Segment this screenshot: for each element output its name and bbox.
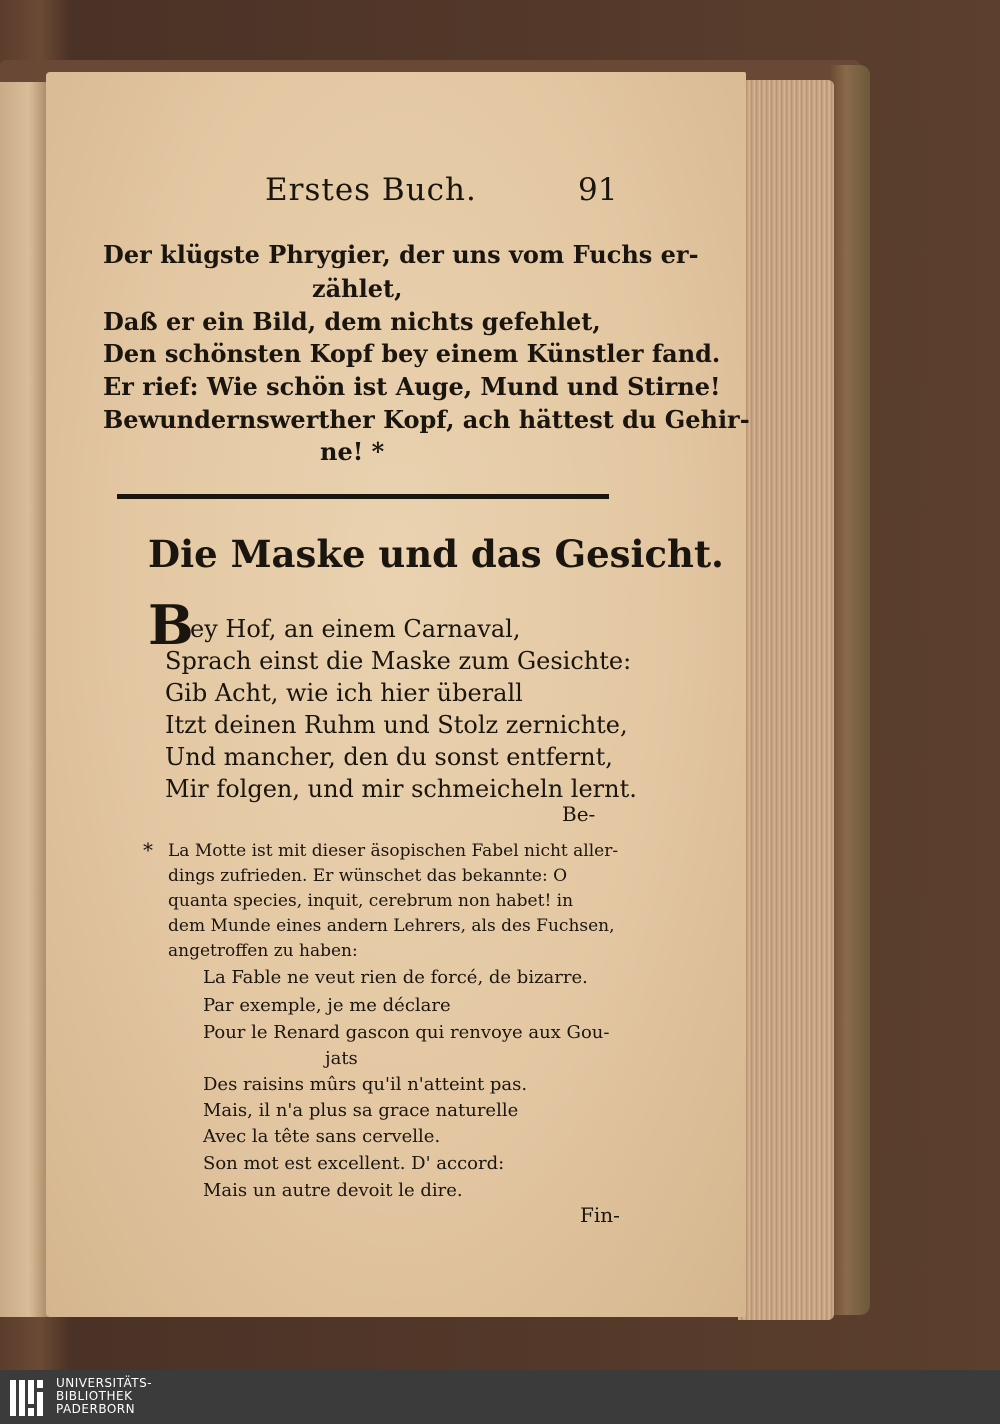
library-name-line: PADERBORN: [56, 1402, 136, 1416]
poem-line: Itzt deinen Ruhm und Stolz zernichte,: [165, 711, 628, 739]
footnote-marker: *: [143, 838, 153, 862]
french-line: Avec la tête sans cervelle.: [203, 1126, 441, 1147]
french-line: Par exemple, je me déclare: [203, 995, 451, 1016]
drop-initial: B: [148, 593, 194, 657]
french-line: La Fable ne veut rien de forcé, de bizarre.: [203, 967, 588, 988]
verse-line: Bewundernswerther Kopf, ach hättest du Gehir-: [103, 405, 750, 434]
french-line: Pour le Renard gascon qui renvoye aux Gou-: [203, 1022, 610, 1043]
verse-line: Daß er ein Bild, dem nichts gefehlet,: [103, 307, 601, 336]
poem-line: Mir folgen, und mir schmeicheln lernt.: [165, 775, 637, 803]
french-line: Mais, il n'a plus sa grace naturelle: [203, 1100, 519, 1121]
section-rule: [117, 494, 609, 499]
running-head: Erstes Buch.: [265, 172, 477, 208]
poem-line: Und mancher, den du sonst entfernt,: [165, 743, 613, 771]
catchword: Be-: [562, 802, 596, 826]
catchword: Fin-: [580, 1203, 620, 1227]
section-title: Die Maske und das Gesicht.: [148, 532, 724, 576]
footnote-line: dings zufrieden. Er wünschet das bekannte: O: [168, 866, 568, 886]
library-name-line: UNIVERSITÄTS-: [56, 1376, 153, 1390]
footnote-line: La Motte ist mit dieser äsopischen Fabel nicht aller-: [168, 841, 619, 861]
verse-line: Den schönsten Kopf bey einem Künstler fand.: [103, 339, 721, 368]
footnote-line: angetroffen zu haben:: [168, 941, 358, 961]
french-line: Mais un autre devoit le dire.: [203, 1180, 463, 1201]
poem-line: ey Hof, an einem Carnaval,: [190, 615, 521, 643]
book-cover-edge: [830, 65, 870, 1315]
page-number: 91: [578, 172, 618, 208]
french-line: Des raisins mûrs qu'il n'atteint pas.: [203, 1074, 528, 1095]
footnote-line: quanta species, inquit, cerebrum non habet! in: [168, 891, 574, 911]
verse-line: Der klügste Phrygier, der uns vom Fuchs er-: [103, 240, 699, 269]
library-name-line: BIBLIOTHEK: [56, 1389, 133, 1403]
page-edges: [738, 80, 834, 1320]
french-line: Son mot est excellent. D' accord:: [203, 1153, 505, 1174]
left-page-edge: [0, 82, 50, 1317]
verse-line: ne! *: [320, 437, 385, 466]
library-logo-icon: [8, 1378, 48, 1418]
verse-line: Er rief: Wie schön ist Auge, Mund und Stirne!: [103, 372, 721, 401]
footnote-line: dem Munde eines andern Lehrers, als des Fuchsen,: [168, 916, 615, 936]
french-line: jats: [325, 1048, 358, 1069]
poem-line: Gib Acht, wie ich hier überall: [165, 679, 523, 707]
poem-line: Sprach einst die Maske zum Gesichte:: [165, 647, 632, 675]
verse-line: zählet,: [312, 274, 403, 303]
